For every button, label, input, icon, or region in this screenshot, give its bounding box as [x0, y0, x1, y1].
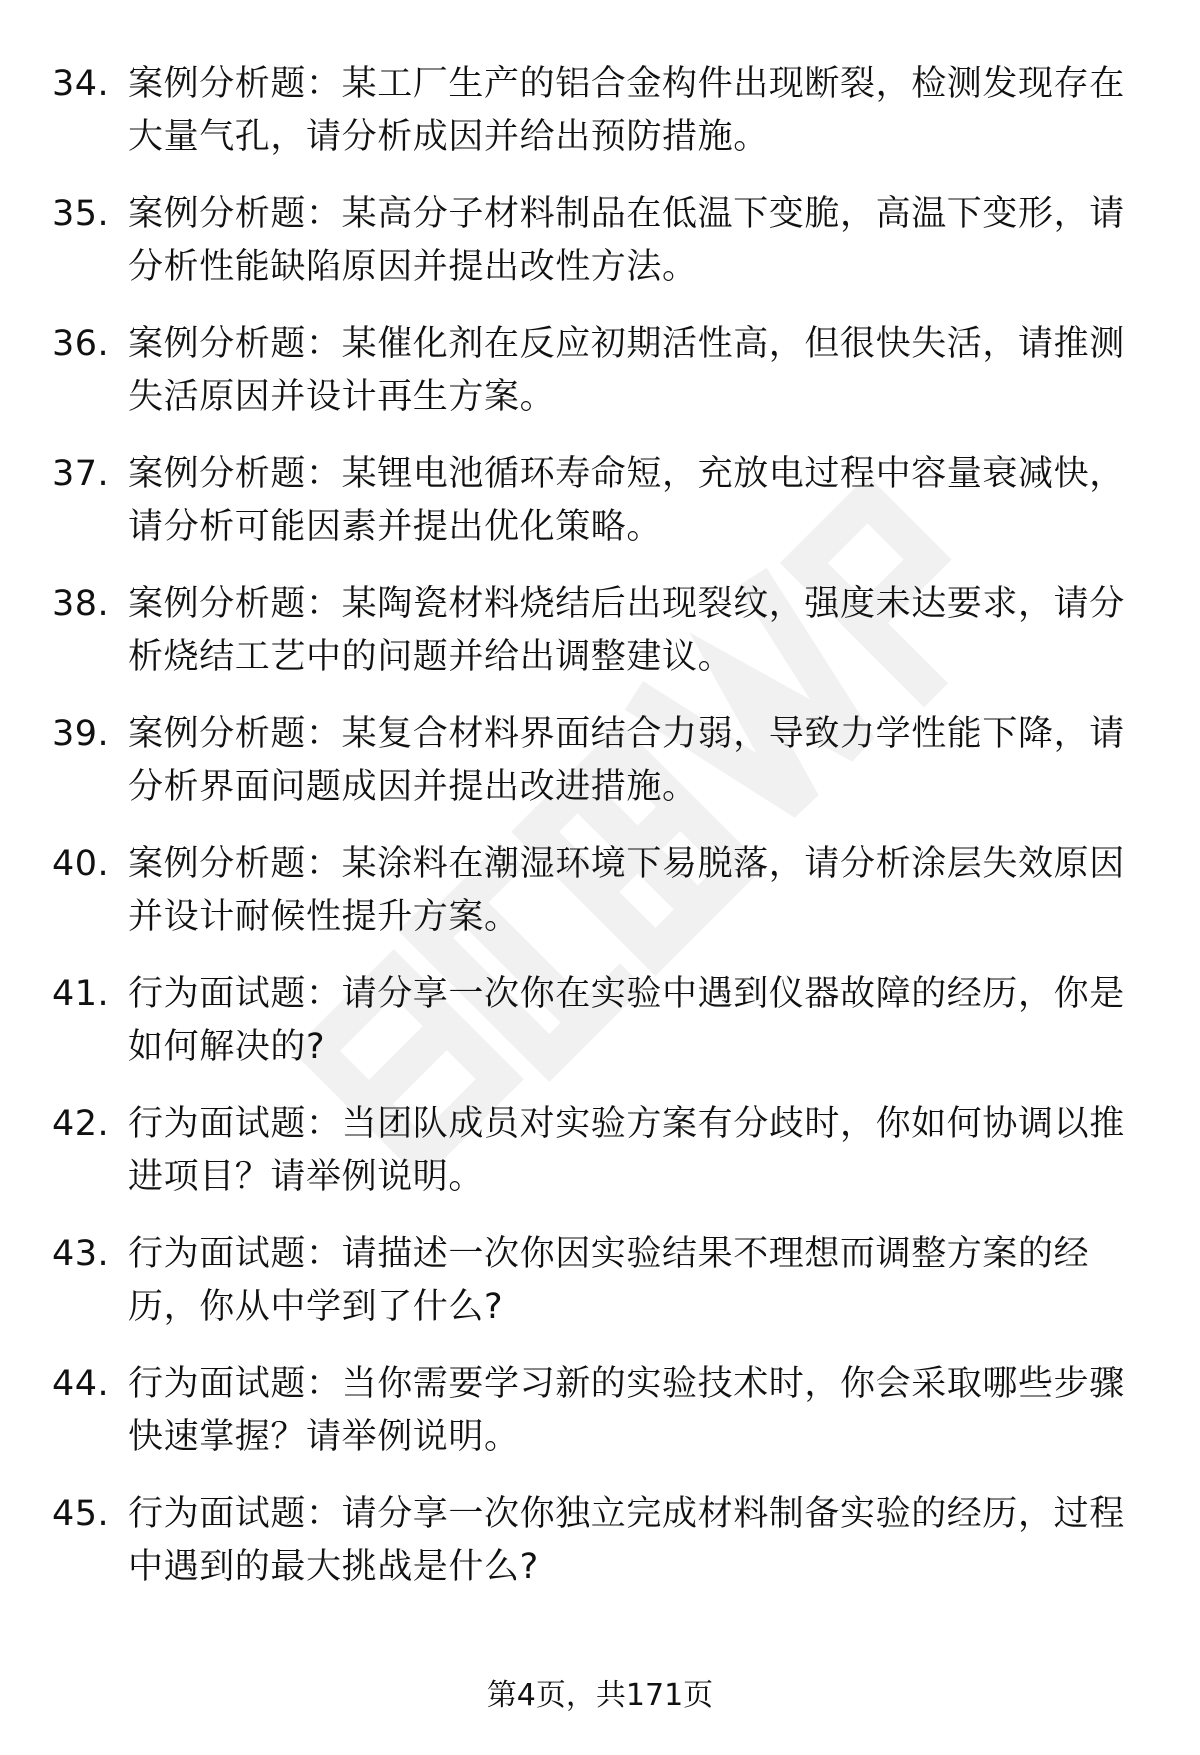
list-item — [52, 58, 1142, 188]
list-item — [52, 838, 1142, 968]
question-text: 行为面试题：请分享一次你独立完成材料制备实验的经历，过程中遇到的最大挑战是什么? — [128, 1494, 1125, 1587]
question-text: 行为面试题：当你需要学习新的实验技术时，你会采取哪些步骤快速掌握？请举例说明。 — [128, 1364, 1125, 1457]
question-number: 37. — [52, 454, 110, 494]
list-item — [52, 1098, 1142, 1228]
question-number: 36. — [52, 324, 110, 364]
list-item — [52, 708, 1142, 838]
question-number: 35. — [52, 194, 110, 234]
question-text: 行为面试题：当团队成员对实验方案有分歧时，你如何协调以推进项目？请举例说明。 — [128, 1104, 1125, 1197]
question-number: 44. — [52, 1364, 110, 1404]
list-item — [52, 1488, 1142, 1618]
question-text: 案例分析题：某高分子材料制品在低温下变脆，高温下变形，请分析性能缺陷原因并提出改性方法。 — [128, 194, 1125, 287]
list-item — [52, 968, 1142, 1098]
question-number: 41. — [52, 974, 110, 1014]
list-item — [52, 318, 1142, 448]
question-text: 案例分析题：某复合材料界面结合力弱，导致力学性能下降，请分析界面问题成因并提出改进措施。 — [128, 714, 1125, 807]
question-list — [52, 58, 1142, 1618]
question-number: 43. — [52, 1234, 110, 1274]
question-text: 案例分析题：某工厂生产的铝合金构件出现断裂，检测发现存在大量气孔，请分析成因并给出预防措施。 — [128, 64, 1125, 157]
question-text: 行为面试题：请描述一次你因实验结果不理想而调整方案的经历，你从中学到了什么? — [128, 1234, 1090, 1327]
list-item — [52, 1358, 1142, 1488]
question-number: 40. — [52, 844, 110, 884]
question-text: 案例分析题：某催化剂在反应初期活性高，但很快失活，请推测失活原因并设计再生方案。 — [128, 324, 1125, 417]
question-number: 39. — [52, 714, 110, 754]
list-item — [52, 188, 1142, 318]
question-number: 42. — [52, 1104, 110, 1144]
question-text: 行为面试题：请分享一次你在实验中遇到仪器故障的经历，你是如何解决的? — [128, 974, 1125, 1067]
list-item — [52, 1228, 1142, 1358]
list-item — [52, 448, 1142, 578]
question-number: 34. — [52, 64, 110, 104]
list-item — [52, 578, 1142, 708]
question-text: 案例分析题：某涂料在潮湿环境下易脱落，请分析涂层失效原因并设计耐候性提升方案。 — [128, 844, 1125, 937]
question-text: 案例分析题：某陶瓷材料烧结后出现裂纹，强度未达要求，请分析烧结工艺中的问题并给出调整建议。 — [128, 584, 1125, 677]
question-number: 45. — [52, 1494, 110, 1534]
question-text: 案例分析题：某锂电池循环寿命短，充放电过程中容量衰减快，请分析可能因素并提出优化策略。 — [128, 454, 1125, 547]
page-footer: 第4页，共171页 — [486, 1678, 714, 1713]
question-number: 38. — [52, 584, 110, 624]
